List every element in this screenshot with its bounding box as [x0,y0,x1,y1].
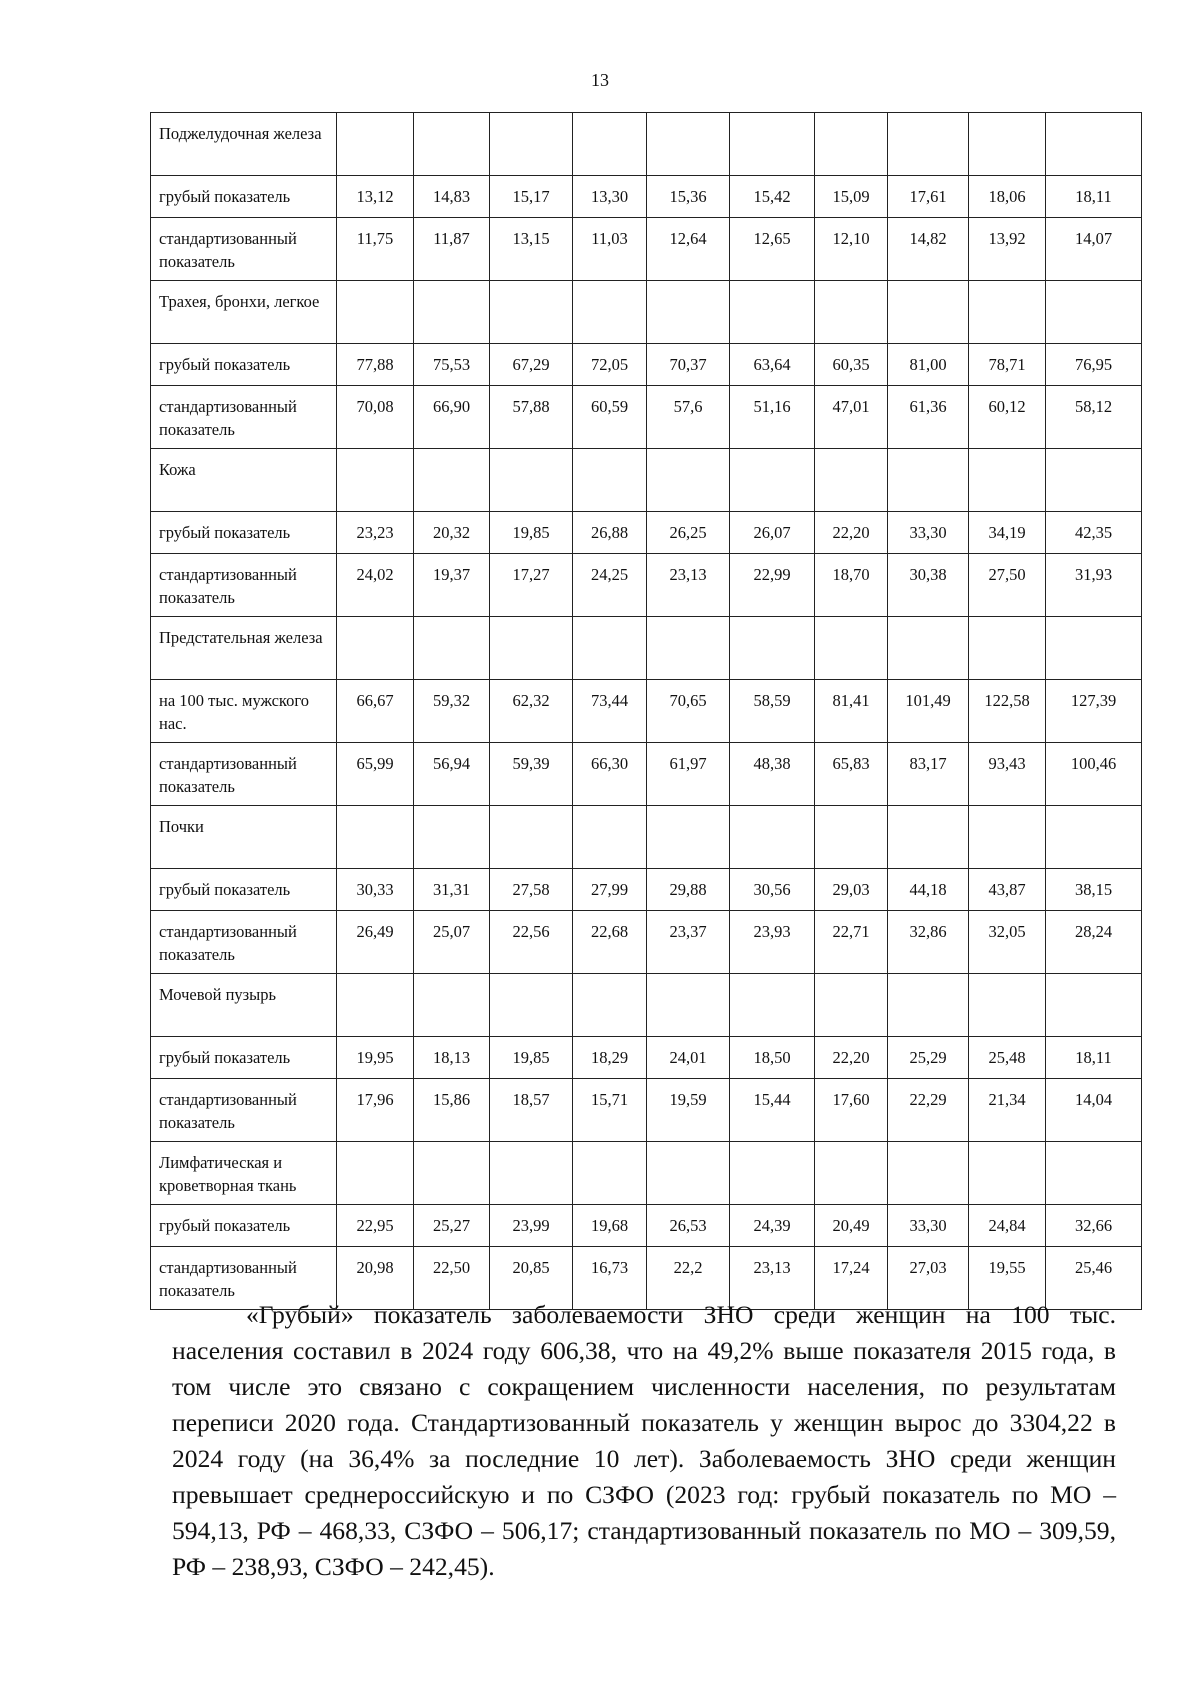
empty-cell [414,113,490,176]
value-cell: 23,23 [337,512,414,554]
value-cell: 22,29 [888,1079,969,1142]
empty-cell [969,617,1046,680]
value-cell: 15,09 [815,176,888,218]
value-cell: 70,08 [337,386,414,449]
value-cell: 12,65 [730,218,815,281]
empty-cell [490,113,573,176]
value-cell: 22,20 [815,512,888,554]
value-cell: 17,60 [815,1079,888,1142]
empty-cell [815,113,888,176]
empty-cell [337,806,414,869]
value-cell: 78,71 [969,344,1046,386]
empty-cell [730,617,815,680]
value-cell: 26,53 [647,1205,730,1247]
value-cell: 32,66 [1046,1205,1142,1247]
row-label: стандартизованный показатель [151,743,337,806]
group-header-row [151,1142,1142,1205]
body-text [172,1297,1116,1585]
value-cell: 62,32 [490,680,573,743]
table-row [151,1037,1142,1079]
value-cell: 65,83 [815,743,888,806]
empty-cell [647,281,730,344]
value-cell: 22,99 [730,554,815,617]
value-cell: 60,12 [969,386,1046,449]
empty-cell [414,806,490,869]
row-label: на 100 тыс. мужского нас. [151,680,337,743]
empty-cell [730,281,815,344]
value-cell: 76,95 [1046,344,1142,386]
value-cell: 59,39 [490,743,573,806]
table-row [151,869,1142,911]
empty-cell [815,281,888,344]
empty-cell [1046,1142,1142,1205]
value-cell: 21,34 [969,1079,1046,1142]
table-row [151,680,1142,743]
value-cell: 61,97 [647,743,730,806]
empty-cell [1046,449,1142,512]
value-cell: 57,6 [647,386,730,449]
row-label: стандартизованный показатель [151,386,337,449]
empty-cell [490,806,573,869]
empty-cell [573,974,647,1037]
value-cell: 24,02 [337,554,414,617]
empty-cell [969,806,1046,869]
value-cell: 22,2 [647,1247,730,1310]
value-cell: 23,99 [490,1205,573,1247]
empty-cell [490,974,573,1037]
group-title: Кожа [151,449,337,512]
value-cell: 75,53 [414,344,490,386]
empty-cell [888,449,969,512]
value-cell: 72,05 [573,344,647,386]
row-label: грубый показатель [151,176,337,218]
empty-cell [969,113,1046,176]
empty-cell [414,449,490,512]
empty-cell [888,617,969,680]
value-cell: 83,17 [888,743,969,806]
empty-cell [414,974,490,1037]
row-label: грубый показатель [151,869,337,911]
value-cell: 22,95 [337,1205,414,1247]
empty-cell [815,974,888,1037]
group-title: Мочевой пузырь [151,974,337,1037]
value-cell: 19,85 [490,512,573,554]
value-cell: 93,43 [969,743,1046,806]
value-cell: 26,88 [573,512,647,554]
value-cell: 58,12 [1046,386,1142,449]
value-cell: 17,61 [888,176,969,218]
value-cell: 25,29 [888,1037,969,1079]
empty-cell [414,1142,490,1205]
value-cell: 18,11 [1046,176,1142,218]
value-cell: 48,38 [730,743,815,806]
empty-cell [490,1142,573,1205]
value-cell: 23,13 [647,554,730,617]
value-cell: 20,49 [815,1205,888,1247]
value-cell: 24,25 [573,554,647,617]
empty-cell [1046,974,1142,1037]
value-cell: 15,42 [730,176,815,218]
value-cell: 24,01 [647,1037,730,1079]
table-row [151,176,1142,218]
empty-cell [888,806,969,869]
empty-cell [337,281,414,344]
empty-cell [573,617,647,680]
group-header-row [151,617,1142,680]
value-cell: 81,00 [888,344,969,386]
value-cell: 26,07 [730,512,815,554]
empty-cell [815,449,888,512]
value-cell: 70,37 [647,344,730,386]
row-label: грубый показатель [151,1205,337,1247]
row-label: стандартизованный показатель [151,218,337,281]
value-cell: 15,36 [647,176,730,218]
row-label: грубый показатель [151,512,337,554]
empty-cell [815,1142,888,1205]
value-cell: 44,18 [888,869,969,911]
group-title: Поджелудочная железа [151,113,337,176]
empty-cell [414,281,490,344]
value-cell: 26,49 [337,911,414,974]
table-body [151,113,1142,1310]
value-cell: 60,35 [815,344,888,386]
value-cell: 11,75 [337,218,414,281]
group-title: Лимфатическая и кроветворная ткань [151,1142,337,1205]
empty-cell [647,113,730,176]
value-cell: 18,70 [815,554,888,617]
value-cell: 12,64 [647,218,730,281]
value-cell: 100,46 [1046,743,1142,806]
group-title: Предстательная железа [151,617,337,680]
value-cell: 19,55 [969,1247,1046,1310]
empty-cell [337,449,414,512]
value-cell: 33,30 [888,1205,969,1247]
value-cell: 81,41 [815,680,888,743]
value-cell: 32,86 [888,911,969,974]
value-cell: 15,86 [414,1079,490,1142]
empty-cell [730,113,815,176]
value-cell: 42,35 [1046,512,1142,554]
value-cell: 122,58 [969,680,1046,743]
value-cell: 30,56 [730,869,815,911]
group-title: Почки [151,806,337,869]
value-cell: 127,39 [1046,680,1142,743]
empty-cell [337,617,414,680]
empty-cell [490,281,573,344]
value-cell: 29,88 [647,869,730,911]
value-cell: 67,29 [490,344,573,386]
value-cell: 13,15 [490,218,573,281]
empty-cell [1046,617,1142,680]
empty-cell [647,617,730,680]
value-cell: 22,50 [414,1247,490,1310]
value-cell: 20,85 [490,1247,573,1310]
empty-cell [730,806,815,869]
row-label: стандартизованный показатель [151,554,337,617]
empty-cell [337,113,414,176]
value-cell: 12,10 [815,218,888,281]
empty-cell [888,974,969,1037]
value-cell: 23,93 [730,911,815,974]
value-cell: 19,85 [490,1037,573,1079]
value-cell: 11,87 [414,218,490,281]
value-cell: 18,11 [1046,1037,1142,1079]
value-cell: 25,46 [1046,1247,1142,1310]
empty-cell [573,1142,647,1205]
value-cell: 23,37 [647,911,730,974]
empty-cell [573,806,647,869]
group-header-row [151,281,1142,344]
value-cell: 15,17 [490,176,573,218]
value-cell: 66,30 [573,743,647,806]
value-cell: 27,50 [969,554,1046,617]
value-cell: 77,88 [337,344,414,386]
value-cell: 47,01 [815,386,888,449]
table-row [151,1079,1142,1142]
value-cell: 19,59 [647,1079,730,1142]
value-cell: 22,68 [573,911,647,974]
value-cell: 70,65 [647,680,730,743]
empty-cell [647,974,730,1037]
value-cell: 18,06 [969,176,1046,218]
empty-cell [888,281,969,344]
group-header-row [151,806,1142,869]
empty-cell [815,806,888,869]
value-cell: 25,07 [414,911,490,974]
value-cell: 58,59 [730,680,815,743]
value-cell: 61,36 [888,386,969,449]
value-cell: 19,68 [573,1205,647,1247]
value-cell: 25,27 [414,1205,490,1247]
empty-cell [888,113,969,176]
page-number: 13 [591,70,609,90]
row-label: стандартизованный показатель [151,911,337,974]
empty-cell [969,974,1046,1037]
row-label: стандартизованный показатель [151,1079,337,1142]
value-cell: 11,03 [573,218,647,281]
empty-cell [1046,113,1142,176]
value-cell: 65,99 [337,743,414,806]
value-cell: 22,56 [490,911,573,974]
table-row [151,512,1142,554]
value-cell: 23,13 [730,1247,815,1310]
value-cell: 17,27 [490,554,573,617]
value-cell: 32,05 [969,911,1046,974]
empty-cell [414,617,490,680]
empty-cell [647,1142,730,1205]
value-cell: 56,94 [414,743,490,806]
table-row [151,1205,1142,1247]
value-cell: 14,83 [414,176,490,218]
row-label: грубый показатель [151,344,337,386]
value-cell: 13,92 [969,218,1046,281]
value-cell: 25,48 [969,1037,1046,1079]
value-cell: 16,73 [573,1247,647,1310]
empty-cell [490,449,573,512]
value-cell: 17,96 [337,1079,414,1142]
value-cell: 33,30 [888,512,969,554]
value-cell: 27,99 [573,869,647,911]
empty-cell [730,974,815,1037]
summary-paragraph: «Грубый» показатель заболеваемости ЗНО среди женщин на 100 тыс. населения составил в 2024 году 606,38, что на 49,2% выше показателя 2015 года, в том числе это связано с сокращением численности населения, по результатам переписи 2020 года. Стандартизованный показатель у женщин вырос до 3304,22 в 2024 году (на 36,4% за последние 10 лет). Заболеваемость ЗНО среди женщин превышает среднероссийскую и по СЗФО (2023 год: грубый показатель по МО – 594,13, РФ – 468,33, СЗФО – 506,17; стандартизованный показатель по МО – 309,59, РФ – 238,93, СЗФО – 242,45). [172,1300,1116,1581]
empty-cell [969,1142,1046,1205]
empty-cell [969,449,1046,512]
empty-cell [969,281,1046,344]
value-cell: 14,04 [1046,1079,1142,1142]
empty-cell [1046,806,1142,869]
group-header-row [151,113,1142,176]
value-cell: 73,44 [573,680,647,743]
empty-cell [647,806,730,869]
empty-cell [1046,281,1142,344]
empty-cell [888,1142,969,1205]
value-cell: 59,32 [414,680,490,743]
value-cell: 22,20 [815,1037,888,1079]
value-cell: 43,87 [969,869,1046,911]
table-row [151,218,1142,281]
value-cell: 18,50 [730,1037,815,1079]
value-cell: 20,98 [337,1247,414,1310]
table-row [151,554,1142,617]
empty-cell [337,1142,414,1205]
value-cell: 28,24 [1046,911,1142,974]
value-cell: 51,16 [730,386,815,449]
value-cell: 30,33 [337,869,414,911]
value-cell: 29,03 [815,869,888,911]
value-cell: 22,71 [815,911,888,974]
row-label: стандартизованный показатель [151,1247,337,1310]
value-cell: 27,58 [490,869,573,911]
value-cell: 19,95 [337,1037,414,1079]
row-label: грубый показатель [151,1037,337,1079]
group-header-row [151,449,1142,512]
table-row [151,911,1142,974]
empty-cell [730,1142,815,1205]
value-cell: 17,24 [815,1247,888,1310]
table-row [151,344,1142,386]
empty-cell [573,281,647,344]
value-cell: 14,82 [888,218,969,281]
value-cell: 14,07 [1046,218,1142,281]
value-cell: 38,15 [1046,869,1142,911]
empty-cell [490,617,573,680]
value-cell: 13,12 [337,176,414,218]
value-cell: 60,59 [573,386,647,449]
table-row [151,386,1142,449]
value-cell: 27,03 [888,1247,969,1310]
value-cell: 63,64 [730,344,815,386]
empty-cell [337,974,414,1037]
value-cell: 66,67 [337,680,414,743]
incidence-table [150,112,1142,1310]
value-cell: 24,84 [969,1205,1046,1247]
value-cell: 31,31 [414,869,490,911]
value-cell: 30,38 [888,554,969,617]
value-cell: 20,32 [414,512,490,554]
value-cell: 66,90 [414,386,490,449]
group-title: Трахея, бронхи, легкое [151,281,337,344]
empty-cell [573,113,647,176]
empty-cell [647,449,730,512]
value-cell: 26,25 [647,512,730,554]
value-cell: 24,39 [730,1205,815,1247]
empty-cell [730,449,815,512]
value-cell: 18,29 [573,1037,647,1079]
value-cell: 101,49 [888,680,969,743]
value-cell: 15,71 [573,1079,647,1142]
value-cell: 13,30 [573,176,647,218]
empty-cell [573,449,647,512]
value-cell: 31,93 [1046,554,1142,617]
value-cell: 15,44 [730,1079,815,1142]
value-cell: 19,37 [414,554,490,617]
group-header-row [151,974,1142,1037]
value-cell: 34,19 [969,512,1046,554]
value-cell: 18,57 [490,1079,573,1142]
value-cell: 18,13 [414,1037,490,1079]
empty-cell [815,617,888,680]
table-row [151,743,1142,806]
value-cell: 57,88 [490,386,573,449]
